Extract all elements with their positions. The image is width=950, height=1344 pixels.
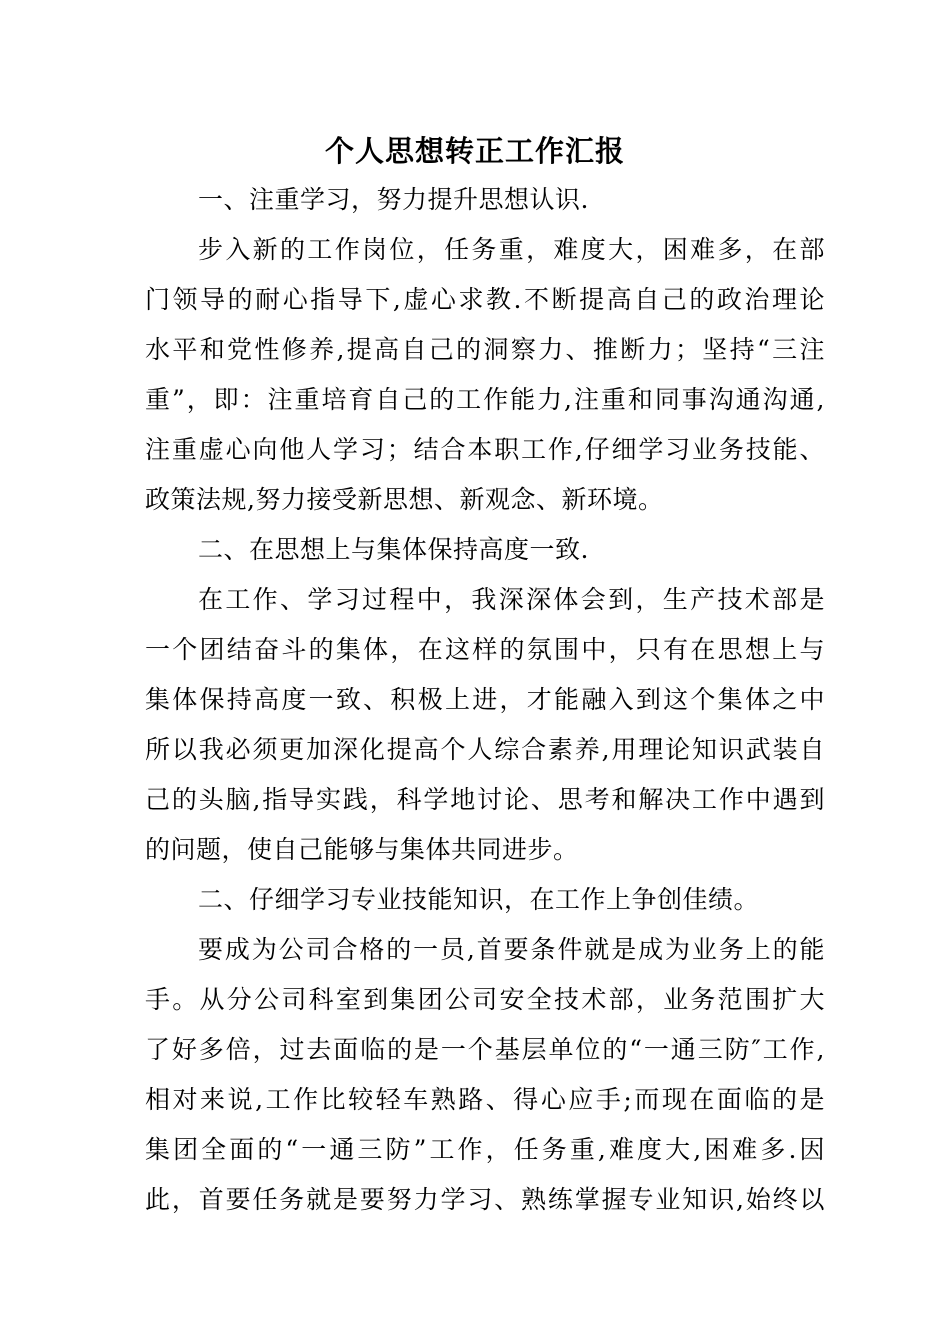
- section-heading-1: 一、注重学习，努力提升思想认识.: [198, 185, 589, 214]
- paragraph-line: 一个团结奋斗的集体，在这样的氛围中，只有在思想上与: [145, 635, 825, 664]
- section-heading-3: 二、仔细学习专业技能知识，在工作上争创佳绩。: [198, 885, 760, 914]
- paragraph-line: 所以我必须更加深化提高个人综合素养,用理论知识武装自: [145, 735, 825, 764]
- paragraph-line: 相对来说,工作比较轻车熟路、得心应手;而现在面临的是: [145, 1085, 825, 1114]
- paragraph-line: 集体保持高度一致、积极上进，才能融入到这个集体之中: [145, 685, 825, 714]
- paragraph-line: 集团全面的“一通三防”工作，任务重,难度大,困难多.因: [145, 1135, 825, 1164]
- paragraph-line: 的问题，使自己能够与集体共同进步。: [145, 835, 579, 864]
- paragraph-line: 政策法规,努力接受新思想、新观念、新环境。: [145, 485, 664, 514]
- section-heading-2: 二、在思想上与集体保持高度一致.: [198, 535, 589, 564]
- paragraph-line: 此，首要任务就是要努力学习、熟练掌握专业知识,始终以: [145, 1185, 825, 1214]
- paragraph-line: 要成为公司合格的一员,首要条件就是成为业务上的能: [198, 935, 825, 964]
- paragraph-line: 步入新的工作岗位，任务重，难度大，困难多，在部: [198, 235, 825, 264]
- paragraph-line: 注重虚心向他人学习；结合本职工作,仔细学习业务技能、: [145, 435, 825, 464]
- paragraph-line: 重”，即：注重培育自己的工作能力,注重和同事沟通沟通,: [145, 385, 825, 414]
- paragraph-line: 门领导的耐心指导下,虚心求教.不断提高自己的政治理论: [145, 285, 825, 314]
- paragraph-line: 水平和党性修养,提高自己的洞察力、推断力；坚持“三注: [145, 335, 825, 364]
- paragraph-line: 己的头脑,指导实践，科学地讨论、思考和解决工作中遇到: [145, 785, 825, 814]
- paragraph-line: 手。从分公司科室到集团公司安全技术部，业务范围扩大: [145, 985, 825, 1014]
- paragraph-line: 在工作、学习过程中，我深深体会到，生产技术部是: [198, 585, 825, 614]
- document-title: 个人思想转正工作汇报: [324, 134, 625, 168]
- paragraph-line: 了好多倍，过去面临的是一个基层单位的“一通三防″工作,: [145, 1035, 825, 1064]
